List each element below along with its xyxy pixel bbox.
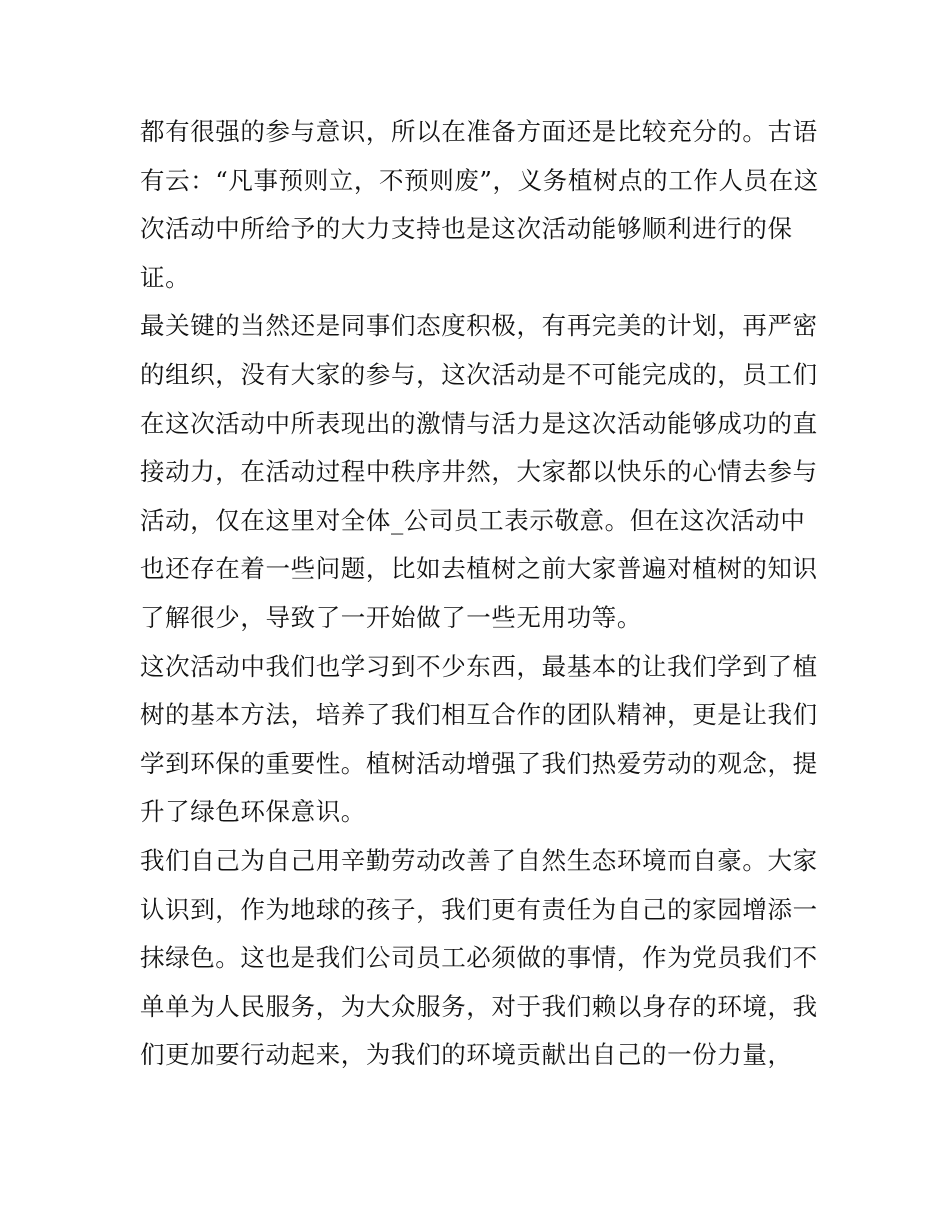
text-line: 们更加要行动起来，为我们的环境贡献出自己的一份力量，	[140, 1040, 793, 1070]
body-text	[140, 108, 820, 1080]
text-line: 抹绿色。这也是我们公司员工必须做的事情，作为党员我们不	[140, 943, 818, 973]
text-line: 在这次活动中所表现出的激情与活力是这次活动能够成功的直	[140, 408, 818, 438]
text-line: 我们自己为自己用辛勤劳动改善了自然生态环境而自豪。大家	[140, 845, 818, 875]
text-line: 认识到，作为地球的孩子，我们更有责任为自己的家园增添一	[140, 894, 818, 924]
text-line: 次活动中所给予的大力支持也是这次活动能够顺利进行的保	[140, 214, 793, 244]
text-line: 树的基本方法，培养了我们相互合作的团队精神，更是让我们	[140, 700, 818, 730]
text-line: 最关键的当然还是同事们态度积极，有再完美的计划，再严密	[140, 311, 818, 341]
text-line: 单单为人民服务，为大众服务，对于我们赖以身存的环境，我	[140, 991, 818, 1021]
text-line: 接动力，在活动过程中秩序井然，大家都以快乐的心情去参与	[140, 457, 818, 487]
text-line: 都有很强的参与意识，所以在准备方面还是比较充分的。古语	[140, 117, 818, 146]
text-line: 证。	[140, 262, 191, 292]
text-line: 学到环保的重要性。植树活动增强了我们热爱劳动的观念，提	[140, 748, 818, 778]
text-line: 这次活动中我们也学习到不少东西，最基本的让我们学到了植	[140, 651, 818, 681]
text-line: 的组织，没有大家的参与，这次活动是不可能完成的，员工们	[140, 359, 818, 389]
text-line: 有云：“凡事预则立，不预则废”，义务植树点的工作人员在这	[140, 165, 819, 195]
text-line: 活动，仅在这里对全体_公司员工表示敬意。但在这次活动中	[140, 505, 806, 535]
text-line: 也还存在着一些问题，比如去植树之前大家普遍对植树的知识	[140, 554, 818, 584]
text-line: 升了绿色环保意识。	[140, 797, 366, 827]
text-line: 了解很少，导致了一开始做了一些无用功等。	[140, 602, 642, 632]
